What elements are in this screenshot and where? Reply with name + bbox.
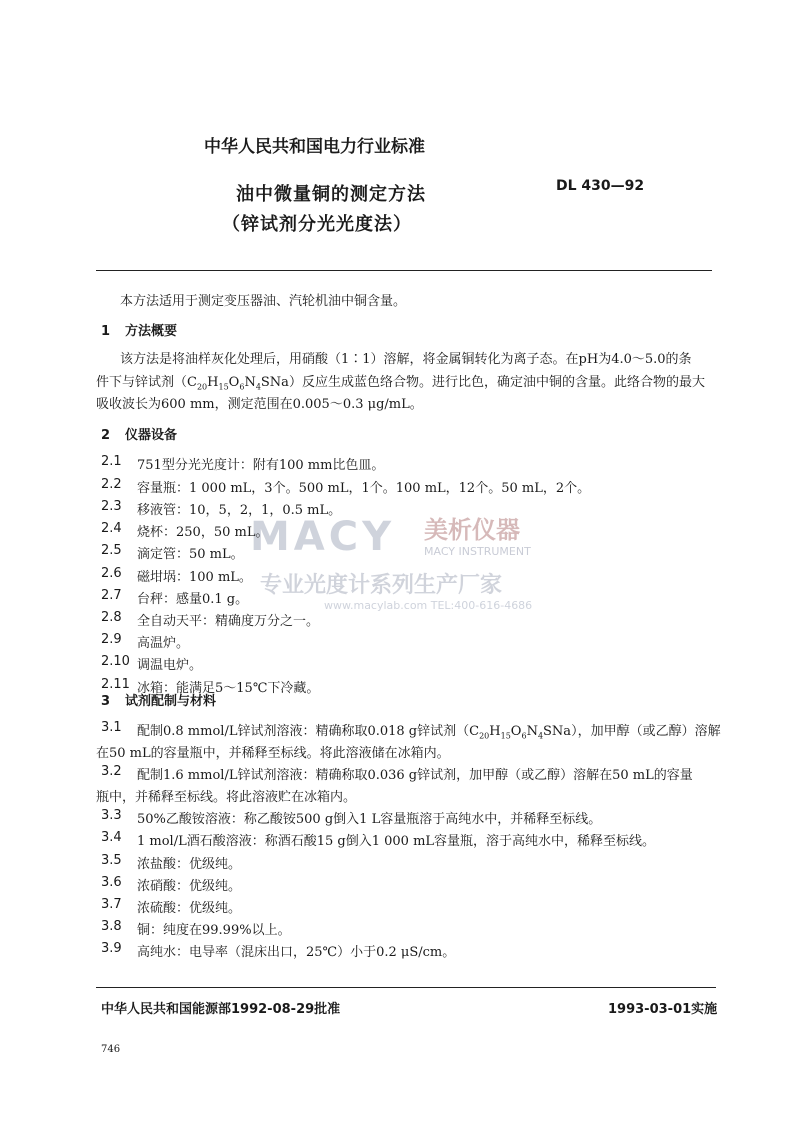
header-rule [96, 270, 712, 271]
section-heading-1 [101, 320, 177, 339]
issuing-org: 中华人民共和国电力行业标准 [204, 137, 425, 157]
footer-rule [96, 987, 716, 988]
section-heading-3 [101, 690, 216, 709]
document-title: 油中微量铜的测定方法 [236, 184, 426, 205]
section-heading-2 [101, 424, 177, 443]
watermark-contact: www.macylab.com TEL:400-616-4686 [324, 599, 533, 612]
section-number: 3 [101, 694, 111, 709]
reagent-item-3-1-continued: 在50 mL的容量瓶中，并稀释至标线。将此溶液储在冰箱内。 [96, 746, 450, 761]
section-title: 方法概要 [125, 324, 178, 339]
method-summary-line-3: 吸收波长为600 mm，测定范围在0.005～0.3 μg/mL。 [96, 397, 423, 412]
scope-statement: 本方法适用于测定变压器油、汽轮机油中铜含量。 [120, 294, 407, 309]
approval-line: 中华人民共和国能源部1992-08-29批准 [101, 1002, 341, 1017]
section-number: 2 [101, 428, 111, 443]
section-title: 仪器设备 [125, 428, 178, 443]
watermark-cn-name: 美析仪器 [424, 516, 520, 544]
effective-date: 1993-03-01实施 [608, 1002, 718, 1017]
watermark-en-name: MACY INSTRUMENT [424, 545, 531, 558]
reagent-item-3-2-continued: 瓶中，并稀释至标线。将此溶液贮在冰箱内。 [96, 790, 357, 805]
watermark-brand: MACY [250, 514, 396, 560]
page-number: 746 [101, 1044, 121, 1055]
method-summary-line-2: 件下与锌试剂$(C_{20}H_{15}O_6N_4SNa)$反应生成蓝色络合物。进行比色，确定油中铜的含量。此络合物的最大 [96, 375, 705, 392]
standard-code: DL 430—92 [556, 178, 645, 194]
watermark-slogan: 专业光度计系列生产厂家 [260, 573, 503, 598]
section-title: 试剂配制与材料 [125, 694, 217, 709]
method-summary-line-1: 该方法是将油样灰化处理后，用硝酸（1∶1）溶解，将金属铜转化为离子态。在pH为4.0～5.0的条 [120, 352, 692, 367]
document-subtitle: （锌试剂分光光度法） [222, 214, 412, 235]
section-number: 1 [101, 324, 111, 339]
